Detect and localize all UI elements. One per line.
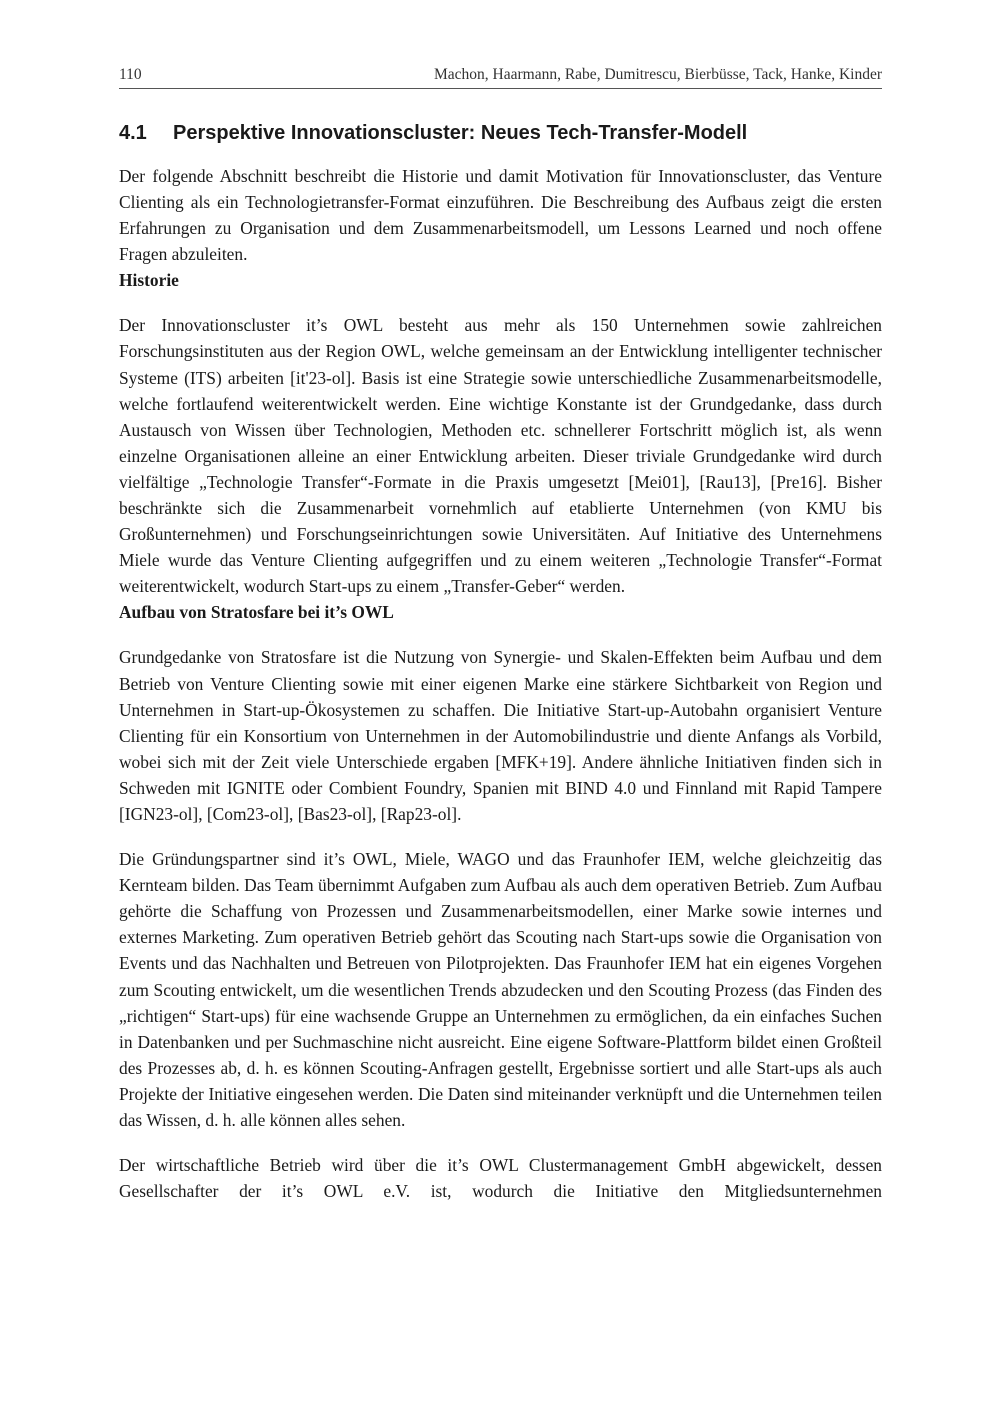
section-intro-paragraph: Der folgende Abschnitt beschreibt die Historie und damit Motivation für Innovationscluster, das Venture Clienting als ein Technologietransfer-Format einzuführen. Die Beschreibung des Aufbaus zeigt die ersten Erfahrungen zu Organisation und dem Zusammenarbeitsmodell, um Lessons Learned und noch offene Fragen abzuleiten. [119,166,882,265]
running-header [119,66,882,89]
aufbau-paragraph-2: Die Gründungspartner sind it’s OWL, Miele, WAGO und das Fraunhofer IEM, welche gleichzeitig das Kernteam bilden. Das Team übernimmt Aufgaben zum Aufbau als auch dem operativen Betrieb. Zum Aufbau gehörte die Schaffung von Prozessen und Zusammenarbeitsmodellen, einer Marke sowie internes und externes Marketing. Zum operativen Betrieb gehört das Scouting nach Start-ups sowie die Organisation von Events und das Nachhalten und Betreuen von Pilotprojekten. Das Fraunhofer IEM hat ein eigenes Vorgehen zum Scouting entwickelt, um die wesentlichen Trends abzudecken und den Scouting Prozess (das Finden des „richtigen“ Start-ups) für eine wachsende Gruppe an Unternehmen zu ermöglichen, da ein einfaches Suchen in Datenbanken und per Suchmaschine nicht ausreicht. Eine eigene Software-Plattform bildet einen Großteil des Prozesses ab, d. h. es können Scouting-Anfragen gestellt, Ergebnisse sortiert und alle Start-ups als auch Projekte der Initiative eingesehen werden. Die Daten sind miteinander verknüpft und die Unternehmen teilen das Wissen, d. h. alle können alles sehen. [119,849,882,1130]
subheading-historie: Historie [119,270,179,291]
section-heading [119,120,882,146]
page-body [119,120,882,1204]
section-number: 4.1 [119,122,147,144]
page-number: 110 [119,66,142,83]
aufbau-paragraph-3: Der wirtschaftliche Betrieb wird über die it’s OWL Clustermanagement GmbH abgewickelt, dessen Gesellschafter der it’s OWL e.V. ist, wodurch die Initiative den Mitgliedsunternehmen [119,1155,882,1202]
aufbau-paragraph-1: Grundgedanke von Stratosfare ist die Nutzung von Synergie- und Skalen-Effekten beim Aufbau und dem Betrieb von Venture Clienting sowie mit einer eigenen Marke eine stärkere Sichtbarkeit von Region und Unternehmen in Start-up-Ökosystemen zu schaffen. Die Initiative Start-up-Autobahn organisiert Venture Clienting für ein Konsortium von Unternehmen in der Automobilindustrie und diente Anfangs als Vorbild, wobei sich mit der Zeit viele Unterschiede ergaben [MFK+19]. Andere ähnliche Initiativen finden sich in Schweden mit IGNITE oder Combient Foundry, Spanien mit BIND 4.0 und Finnland mit Rapid Tampere [IGN23-ol], [Com23-ol], [Bas23-ol], [Rap23-ol]. [119,647,882,824]
historie-paragraph: Der Innovationscluster it’s OWL besteht aus mehr als 150 Unternehmen sowie zahlreichen Forschungsinstituten aus der Region OWL, welche gemeinsam an der Entwicklung intelligenter technischer Systeme (ITS) arbeiten [it'23-ol]. Basis ist eine Strategie sowie unterschiedliche Zusammenarbeitsmodelle, welche fortlaufend weiterentwickelt werden. Eine wichtige Konstante ist der Grundgedanke, dass durch Austausch von Wissen über Technologien, Methoden etc. schnellerer Fortschritt möglich ist, als wenn einzelne Organisationen alleine an einer Entwicklung arbeiten. Dieser triviale Grundgedanke wird durch vielfältige „Technologie Transfer“-Formate in die Praxis umgesetzt [Mei01], [Rau13], [Pre16]. Bisher beschränkte sich die Zusammenarbeit vornehmlich auf etablierte Unternehmen (von KMU bis Großunternehmen) und Forschungseinrichtungen sowie Universitäten. Auf Initiative des Unternehmens Miele wurde das Venture Clienting aufgegriffen und zu einem weiteren „Technologie Transfer“-Format weiterentwickelt, wodurch Start-ups zu einem „Transfer-Geber“ werden. [119,315,882,597]
subheading-aufbau: Aufbau von Stratosfare bei it’s OWL [119,602,394,623]
header-authors: Machon, Haarmann, Rabe, Dumitrescu, Bierbüsse, Tack, Hanke, Kinder [434,66,882,83]
section-title: Perspektive Innovationscluster: Neues Tech-Transfer-Modell [173,122,748,144]
